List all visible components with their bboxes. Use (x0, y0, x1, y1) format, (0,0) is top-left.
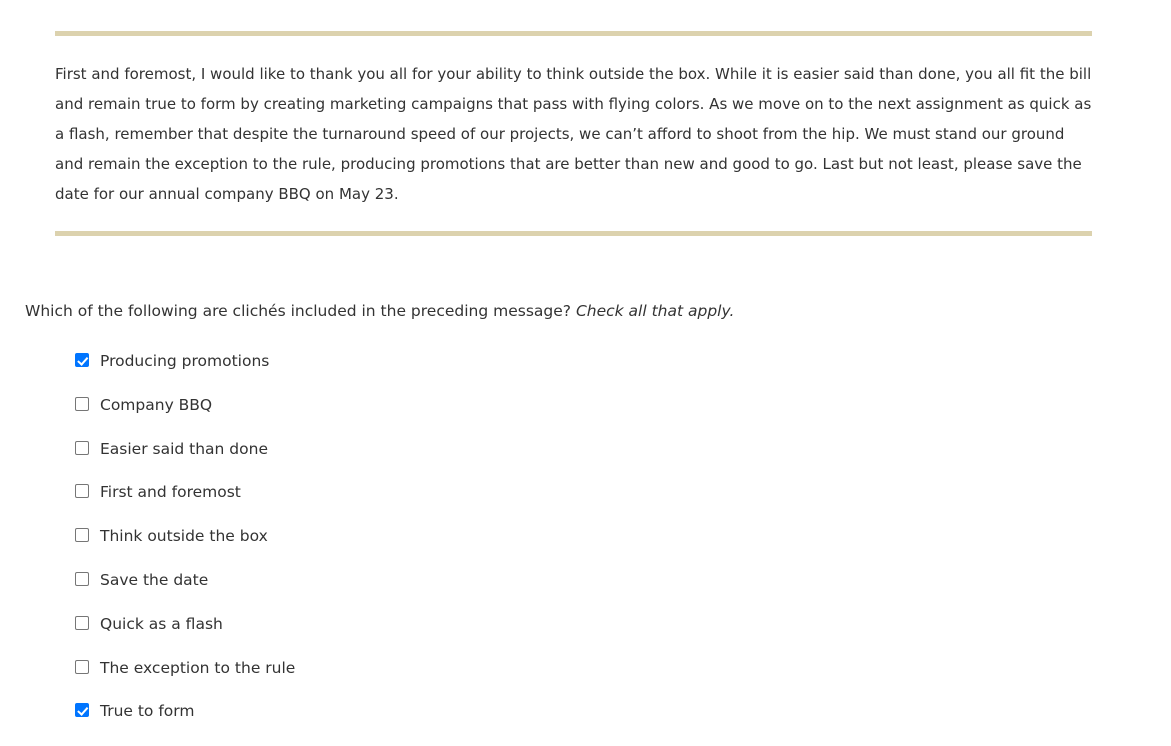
option-checkbox[interactable] (75, 397, 89, 411)
question-instruction: Check all that apply. (575, 302, 735, 320)
message-text: First and foremost, I would like to thank you all for your ability to think outside the box. While it is easier said than done, you all fit the bill and remain true to form by creating marketing campaigns that pass with flying colors. As we move on to the next assignment as quick as a flash, remember that despite the turnaround speed of our projects, we can’t afford to shoot from the hip. We must stand our ground and remain the exception to the rule, producing promotions that are better than new and good to go. Last but not least, please save the date for our annual company BBQ on May 23. (55, 65, 1092, 203)
option-label[interactable]: Think outside the box (100, 527, 268, 546)
option-checkbox[interactable] (75, 572, 89, 586)
option-label[interactable]: Quick as a flash (100, 614, 223, 633)
option-checkbox[interactable] (75, 703, 89, 717)
question-prompt (25, 298, 734, 324)
option-checkbox[interactable] (75, 660, 89, 674)
option-label[interactable]: First and foremost (100, 483, 241, 502)
option-label[interactable]: Save the date (100, 570, 209, 589)
option-item (75, 349, 295, 393)
option-item (75, 612, 295, 656)
option-item (75, 524, 295, 568)
question-text: Which of the following are clichés included in the preceding message? (25, 302, 572, 320)
option-item (75, 656, 295, 700)
option-label[interactable]: Company BBQ (100, 395, 213, 414)
option-label[interactable]: The exception to the rule (100, 658, 296, 677)
message-bottom-rule (55, 231, 1092, 236)
option-item (75, 699, 295, 743)
option-checkbox[interactable] (75, 528, 89, 542)
option-label[interactable]: True to form (100, 702, 195, 721)
option-label[interactable]: Producing promotions (100, 352, 270, 370)
option-item (75, 568, 295, 612)
option-item (75, 393, 295, 437)
option-item (75, 437, 295, 481)
option-label[interactable]: Easier said than done (100, 439, 268, 458)
message-top-rule (55, 31, 1092, 36)
option-checkbox[interactable] (75, 484, 89, 498)
option-checkbox[interactable] (75, 353, 89, 367)
option-checkbox[interactable] (75, 441, 89, 455)
option-checkbox[interactable] (75, 616, 89, 630)
answer-options (75, 349, 295, 743)
option-item (75, 480, 295, 524)
